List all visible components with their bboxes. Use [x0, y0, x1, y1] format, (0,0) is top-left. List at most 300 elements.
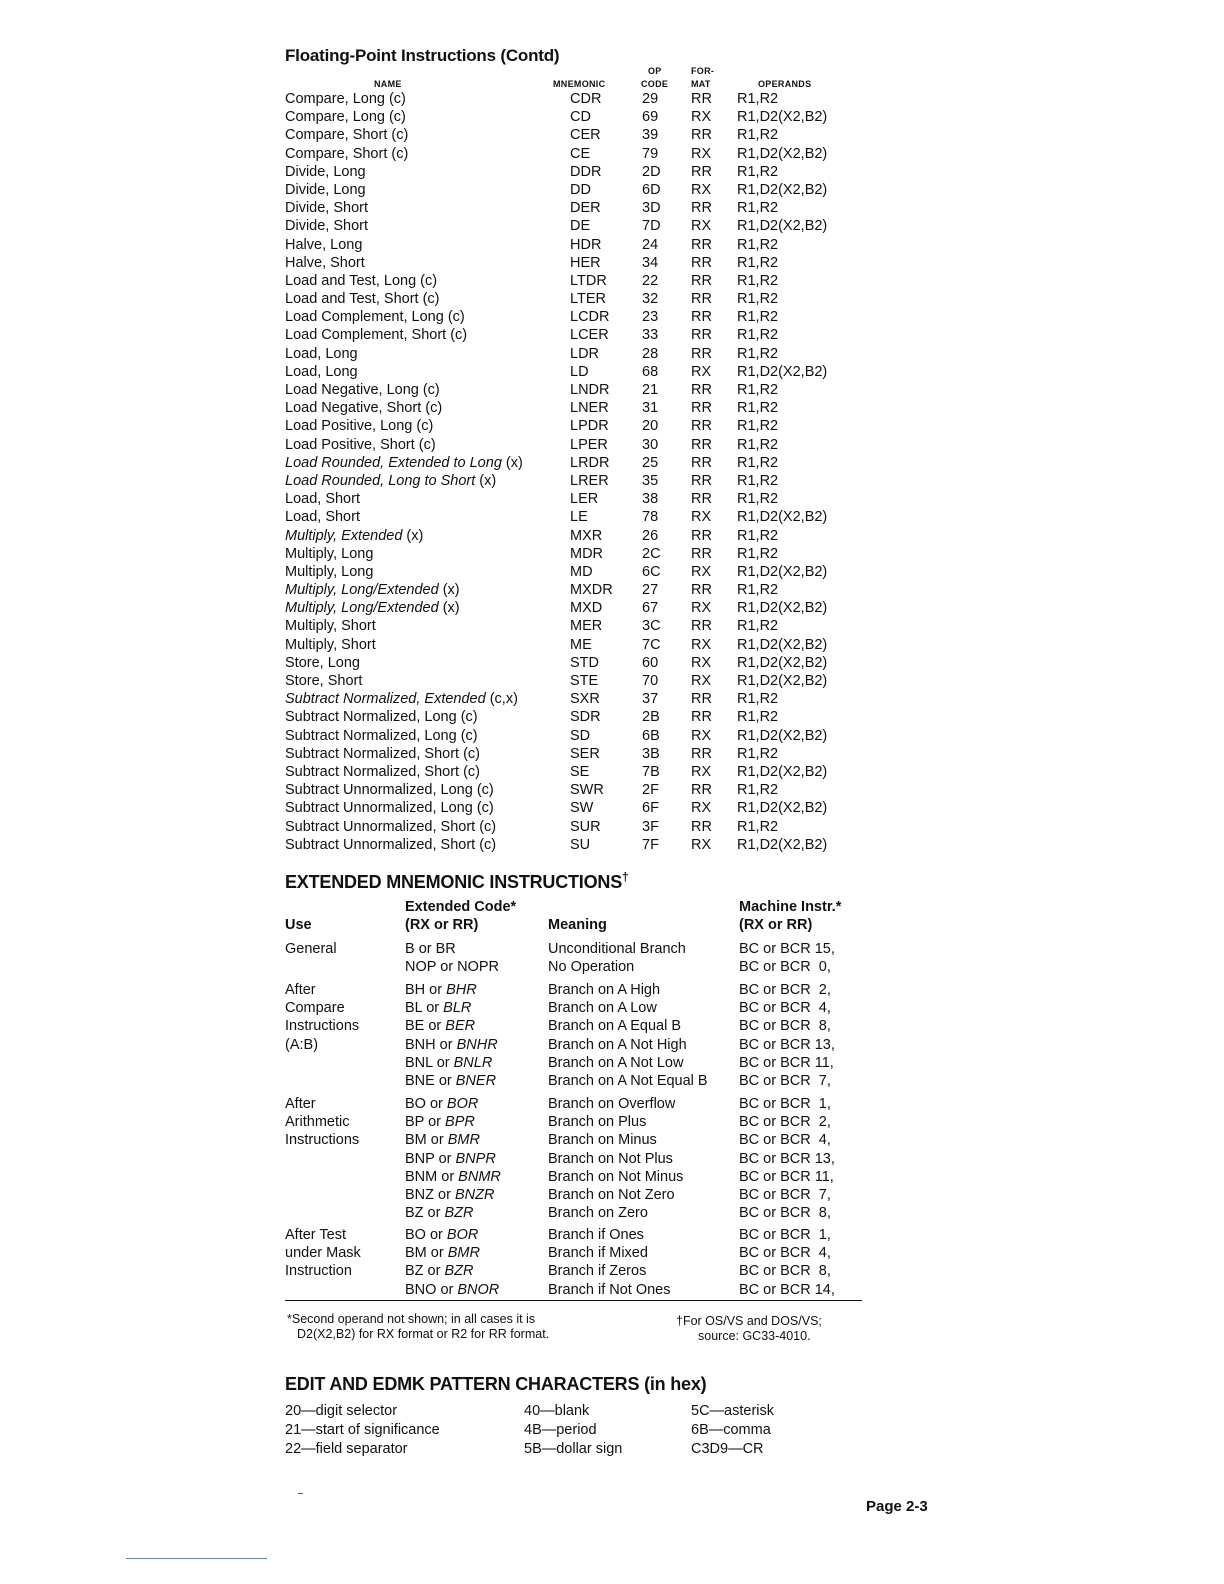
- format: RX: [691, 654, 712, 671]
- ext-mnemonic-row: [0, 1131, 1224, 1149]
- edit-char-col1: 22—field separator: [285, 1441, 408, 1457]
- instruction-flag: (c): [412, 418, 434, 435]
- operands: R1,R2: [737, 236, 779, 253]
- operands: R1,D2(X2,B2): [737, 673, 828, 689]
- extended-code-rx: BE or: [405, 1018, 446, 1035]
- machine-instruction: BC or BCR 13,: [739, 1150, 835, 1167]
- use-label: Instructions: [285, 1018, 360, 1035]
- fp-instruction-row: [0, 290, 1224, 308]
- mnemonic: HER: [570, 254, 601, 271]
- ext-mnemonic-row: [0, 1168, 1224, 1186]
- mnemonic: MD: [570, 563, 593, 580]
- edit-title-suffix: (in hex): [639, 1374, 707, 1394]
- instruction-flag: (c): [421, 400, 443, 417]
- extended-code-rx: BM or: [405, 1245, 448, 1262]
- instruction-name-cell: [285, 199, 368, 217]
- instruction-name: Store, Short: [285, 673, 363, 689]
- op-code: 20: [642, 418, 659, 435]
- extended-code: [405, 940, 456, 958]
- instruction-name: Subtract Normalized, Short: [285, 745, 460, 762]
- op-code: 7F: [642, 836, 659, 853]
- extended-code: [405, 981, 477, 999]
- instruction-name: Divide, Short: [285, 218, 369, 235]
- format: RR: [691, 618, 712, 635]
- instruction-name-cell: [285, 254, 365, 272]
- instruction-name-cell: [285, 472, 496, 490]
- machine-instruction: BC or BCR 4,: [739, 1132, 831, 1149]
- instruction-flag: (x): [438, 600, 460, 617]
- format: RR: [691, 472, 712, 489]
- meaning: Branch on A High: [548, 982, 661, 998]
- operands: R1,D2(X2,B2): [737, 600, 828, 617]
- machine-instruction: BC or BCR 2,: [739, 1114, 831, 1131]
- extended-code-rr: BHR: [446, 982, 477, 998]
- machine-instruction: BC or BCR 4,: [739, 1000, 831, 1017]
- op-code: 7B: [642, 763, 660, 780]
- mnemonic: SDR: [570, 709, 601, 726]
- machine-instruction: BC or BCR 7,: [739, 1186, 831, 1203]
- op-code: 6F: [642, 800, 659, 817]
- op-code: 26: [642, 527, 659, 544]
- operands: R1,D2(X2,B2): [737, 563, 828, 580]
- extended-code: [405, 999, 471, 1017]
- fp-instruction-row: [0, 763, 1224, 781]
- meaning: Branch on A Low: [548, 1000, 657, 1017]
- op-code: 7D: [642, 218, 661, 235]
- edit-char-col3: 5C—asterisk: [691, 1403, 774, 1419]
- extended-code-rr: BOR: [446, 1096, 479, 1112]
- instruction-name: Divide, Short: [285, 200, 369, 217]
- extended-code-rx: BNE or: [405, 1072, 456, 1089]
- instruction-name-cell: [285, 381, 440, 399]
- extended-code-rx: BNL or: [405, 1054, 454, 1071]
- ext-mnemonic-group: [0, 1095, 1224, 1222]
- op-code: 2F: [642, 782, 659, 799]
- footnote-right-1: †For OS/VS and DOS/VS;: [676, 1314, 822, 1328]
- fp-instruction-row: [0, 708, 1224, 726]
- op-code: 38: [642, 491, 659, 508]
- extended-code-rr: BR: [435, 941, 456, 957]
- instruction-name: Store, Long: [285, 654, 360, 671]
- instruction-name: Load Positive, Long: [285, 418, 413, 435]
- extended-code-rx: BM or: [405, 1132, 448, 1149]
- op-code: 3C: [642, 618, 661, 635]
- extended-code-rx: BZ or: [405, 1205, 445, 1222]
- mnemonic: LTER: [570, 291, 606, 308]
- instruction-name: Load Negative, Long: [285, 382, 419, 398]
- extended-code: [405, 1186, 494, 1204]
- instruction-flag: (c): [472, 800, 494, 817]
- operands: R1,R2: [737, 745, 779, 762]
- op-code: 34: [642, 254, 659, 271]
- mnemonic: MXDR: [570, 582, 613, 599]
- mnemonic: CDR: [570, 91, 602, 107]
- instruction-name: Subtract Unnormalized, Long: [285, 800, 473, 817]
- extended-code-rr: BZR: [444, 1263, 474, 1280]
- instruction-name-cell: [285, 763, 480, 781]
- fp-instruction-row: [0, 563, 1224, 581]
- format: RX: [691, 763, 712, 780]
- mnemonic: LRDR: [570, 454, 610, 471]
- mnemonic: SUR: [570, 818, 601, 835]
- mnemonic: LTDR: [570, 272, 607, 289]
- op-code: 32: [642, 291, 659, 308]
- instruction-flag: (c): [418, 382, 440, 398]
- instruction-flag: (c): [418, 291, 440, 308]
- op-code: 2B: [642, 709, 660, 726]
- extended-code-rx: BP or: [405, 1114, 446, 1131]
- operands: R1,R2: [737, 618, 779, 635]
- instruction-name: Halve, Short: [285, 254, 365, 271]
- footnote-divider: [285, 1300, 862, 1301]
- edit-section-title: [285, 1374, 706, 1395]
- instruction-name-cell: [285, 290, 440, 308]
- mnemonic: SE: [570, 763, 590, 780]
- fp-instruction-row: [0, 399, 1224, 417]
- instruction-name: Multiply, Short: [285, 618, 376, 635]
- op-code: 23: [642, 309, 659, 326]
- fp-instruction-row: [0, 799, 1224, 817]
- footnote-left-2: D2(X2,B2) for RX format or R2 for RR format.: [297, 1327, 550, 1341]
- meaning: Branch on Plus: [548, 1114, 647, 1131]
- edit-char-col2: 5B—dollar sign: [524, 1441, 623, 1457]
- edit-title-text: EDIT AND EDMK PATTERN CHARACTERS: [285, 1374, 640, 1394]
- fp-instruction-row: [0, 581, 1224, 599]
- operands: R1,R2: [737, 454, 779, 471]
- ext-mnemonic-row: [0, 999, 1224, 1017]
- ext-mnemonic-row: [0, 1072, 1224, 1090]
- edit-pattern-row: [0, 1440, 1224, 1459]
- instruction-name-cell: [285, 326, 467, 344]
- meaning: Branch if Ones: [548, 1227, 644, 1243]
- format: RR: [691, 272, 712, 289]
- meaning: Branch on A Not Equal B: [548, 1072, 708, 1089]
- instruction-name-cell: [285, 181, 366, 199]
- use-label: Instruction: [285, 1263, 352, 1280]
- instruction-name-cell: [285, 126, 408, 144]
- fp-instruction-row: [0, 126, 1224, 144]
- meaning: Branch on A Not Low: [548, 1054, 684, 1071]
- instruction-name: Subtract Normalized, Long: [285, 709, 457, 726]
- op-code: 37: [642, 691, 659, 708]
- fp-instruction-row: [0, 472, 1224, 490]
- fp-instruction-row: [0, 345, 1224, 363]
- op-code: 6C: [642, 563, 661, 580]
- op-code: 2C: [642, 545, 661, 562]
- instruction-flag: (c): [459, 745, 481, 762]
- instruction-name-cell: [285, 217, 368, 235]
- mnemonic: MDR: [570, 545, 604, 562]
- op-code: 30: [642, 436, 659, 453]
- operands: R1,D2(X2,B2): [737, 181, 828, 198]
- instruction-name: Subtract Normalized, Long: [285, 727, 457, 744]
- instruction-name: Subtract Unnormalized, Long: [285, 782, 473, 799]
- extended-code-rx: NOP or: [405, 959, 458, 976]
- instruction-name: Subtract Normalized, Short: [285, 763, 460, 780]
- instruction-flag: (c): [387, 145, 409, 162]
- ext-header-use: Use: [285, 917, 312, 933]
- fp-instruction-row: [0, 363, 1224, 381]
- fp-instruction-row: [0, 490, 1224, 508]
- ext-mnemonic-group: [0, 1226, 1224, 1299]
- format: RX: [691, 363, 712, 380]
- instruction-name-cell: [285, 272, 437, 290]
- extended-code-rx: BNZ or: [405, 1186, 455, 1203]
- instruction-name-cell: [285, 727, 478, 745]
- mnemonic: CE: [570, 145, 591, 162]
- fp-instruction-row: [0, 199, 1224, 217]
- bottom-rule: [126, 1558, 267, 1559]
- instruction-name-cell: [285, 345, 358, 363]
- edit-pattern-table: [0, 1402, 1224, 1459]
- instruction-name-cell: [285, 490, 360, 508]
- instruction-name-cell: [285, 436, 436, 454]
- mnemonic: LDR: [570, 345, 600, 362]
- meaning: Branch on Not Plus: [548, 1150, 673, 1167]
- instruction-flag: (c): [459, 763, 481, 780]
- extended-code: [405, 958, 499, 976]
- ext-mnemonic-row: [0, 958, 1224, 976]
- instruction-name: Compare, Short: [285, 127, 388, 144]
- format: RR: [691, 127, 712, 144]
- edit-char-col3: C3D9—CR: [691, 1441, 764, 1457]
- fp-instruction-row: [0, 527, 1224, 545]
- meaning: Branch on A Not High: [548, 1036, 687, 1053]
- mnemonic: CD: [570, 109, 591, 126]
- format: RR: [691, 91, 712, 107]
- instruction-name: Multiply, Short: [285, 636, 376, 653]
- operands: R1,R2: [737, 272, 779, 289]
- mnemonic: SU: [570, 836, 591, 853]
- extended-code-rr: BNHR: [456, 1036, 498, 1053]
- op-code: 3F: [642, 818, 659, 835]
- mnemonic: LPER: [570, 436, 608, 453]
- ext-header-mach-2: (RX or RR): [739, 917, 813, 933]
- machine-instruction: BC or BCR 15,: [739, 941, 835, 957]
- instruction-name: Load, Short: [285, 509, 360, 526]
- fp-instruction-row: [0, 308, 1224, 326]
- instruction-flag: (c,x): [485, 691, 518, 708]
- extended-code-rr: NOPR: [457, 959, 500, 976]
- operands: R1,D2(X2,B2): [737, 800, 828, 817]
- instruction-name: Load and Test, Long: [285, 272, 417, 289]
- instruction-name-cell: [285, 399, 442, 417]
- extended-code-rx: BZ or: [405, 1263, 445, 1280]
- op-code: 78: [642, 509, 659, 526]
- format: RX: [691, 109, 712, 126]
- use-label: (A:B): [285, 1036, 319, 1053]
- instruction-name-cell: [285, 363, 358, 381]
- mnemonic: MXR: [570, 527, 603, 544]
- instruction-name-cell: [285, 581, 460, 599]
- mnemonic: LRER: [570, 472, 609, 489]
- operands: R1,D2(X2,B2): [737, 763, 828, 780]
- use-label: General: [285, 941, 337, 957]
- mnemonic: SWR: [570, 782, 604, 799]
- dagger-mark: †: [622, 870, 629, 884]
- fp-instruction-table: [0, 90, 1224, 854]
- extended-code: [405, 1168, 501, 1186]
- format: RX: [691, 600, 712, 617]
- fp-instruction-row: [0, 254, 1224, 272]
- fp-section-title: Floating-Point Instructions (Contd): [285, 46, 560, 65]
- operands: R1,D2(X2,B2): [737, 636, 828, 653]
- op-code: 70: [642, 673, 659, 689]
- extended-code-rx: BNP or: [405, 1150, 456, 1167]
- op-code: 21: [642, 382, 659, 398]
- format: RX: [691, 836, 712, 853]
- mnemonic: DE: [570, 218, 591, 235]
- operands: R1,R2: [737, 345, 779, 362]
- extended-code-rr: BNMR: [458, 1168, 501, 1185]
- edit-char-col2: 4B—period: [524, 1422, 597, 1438]
- mnemonic: SER: [570, 745, 600, 762]
- format: RX: [691, 563, 712, 580]
- extended-code-rx: B or: [405, 941, 436, 957]
- op-code: 27: [642, 582, 659, 599]
- extended-code-rr: BOR: [446, 1227, 479, 1243]
- instruction-name: Multiply, Long: [285, 563, 374, 580]
- instruction-name: Divide, Long: [285, 181, 366, 198]
- footnote-right-2: source: GC33-4010.: [698, 1329, 811, 1343]
- format: RR: [691, 163, 712, 180]
- machine-instruction: BC or BCR 13,: [739, 1036, 835, 1053]
- extended-code: [405, 1262, 473, 1280]
- fp-header-fmt-2: MAT: [691, 79, 711, 89]
- mnemonic: SW: [570, 800, 594, 817]
- ext-header-code-2: (RX or RR): [405, 917, 479, 933]
- op-code: 25: [642, 454, 659, 471]
- instruction-name: Load Complement, Long: [285, 309, 444, 326]
- mnemonic: DD: [570, 181, 591, 198]
- fp-instruction-row: [0, 745, 1224, 763]
- machine-instruction: BC or BCR 2,: [739, 982, 831, 998]
- instruction-name-cell: [285, 236, 362, 254]
- ext-mnemonic-row: [0, 1017, 1224, 1035]
- fp-instruction-row: [0, 508, 1224, 526]
- extended-code-rx: BL or: [405, 1000, 444, 1017]
- ext-mnemonic-row: [0, 1054, 1224, 1072]
- instruction-name: Halve, Long: [285, 236, 363, 253]
- use-label: Compare: [285, 1000, 345, 1017]
- ext-mnemonic-row: [0, 1262, 1224, 1280]
- instruction-name: Compare, Long: [285, 109, 385, 126]
- instruction-name-cell: [285, 836, 496, 854]
- instruction-flag: (c): [387, 127, 409, 144]
- operands: R1,R2: [737, 327, 779, 344]
- op-code: 22: [642, 272, 659, 289]
- instruction-flag: (c): [384, 91, 406, 107]
- op-code: 67: [642, 600, 659, 617]
- instruction-flag: (c): [443, 309, 465, 326]
- extended-code-rx: BNO or: [405, 1281, 458, 1298]
- instruction-flag: (c): [416, 272, 438, 289]
- ext-mnemonic-row: [0, 1095, 1224, 1113]
- stray-mark: [298, 1493, 303, 1494]
- instruction-name: Compare, Long: [285, 91, 385, 107]
- op-code: 39: [642, 127, 659, 144]
- extended-code-rr: BNOR: [457, 1281, 500, 1298]
- op-code: 60: [642, 654, 659, 671]
- format: RR: [691, 782, 712, 799]
- op-code: 6D: [642, 181, 661, 198]
- instruction-name-cell: [285, 636, 376, 654]
- extended-code-rr: BLR: [443, 1000, 472, 1017]
- operands: R1,D2(X2,B2): [737, 727, 828, 744]
- instruction-flag: (c): [446, 327, 468, 344]
- instruction-name-cell: [285, 90, 406, 108]
- instruction-flag: (c): [384, 109, 406, 126]
- meaning: No Operation: [548, 959, 635, 976]
- ext-mnemonic-row: [0, 1226, 1224, 1244]
- fp-instruction-row: [0, 727, 1224, 745]
- edit-char-col1: 21—start of significance: [285, 1422, 440, 1438]
- op-code: 2D: [642, 163, 661, 180]
- fp-instruction-row: [0, 326, 1224, 344]
- operands: R1,R2: [737, 291, 779, 308]
- extended-code-rx: BO or: [405, 1227, 447, 1243]
- fp-instruction-row: [0, 272, 1224, 290]
- meaning: Branch if Mixed: [548, 1245, 648, 1262]
- op-code: 6B: [642, 727, 660, 744]
- instruction-name-cell: [285, 508, 360, 526]
- format: RR: [691, 691, 712, 708]
- ext-mnemonic-group: [0, 981, 1224, 1090]
- instruction-name: Load Rounded, Long to Short: [285, 472, 476, 489]
- machine-instruction: BC or BCR 11,: [739, 1054, 834, 1071]
- ext-mnemonic-row: [0, 981, 1224, 999]
- format: RR: [691, 545, 712, 562]
- extended-code: [405, 1113, 475, 1131]
- instruction-name: Load Rounded, Extended to Long: [285, 454, 502, 471]
- ext-mnemonic-row: [0, 1186, 1224, 1204]
- ext-mnemonic-row: [0, 1036, 1224, 1054]
- extended-code-rr: BNER: [455, 1072, 497, 1089]
- ext-title-text: EXTENDED MNEMONIC INSTRUCTIONS: [285, 872, 623, 892]
- instruction-flag: (c): [456, 727, 478, 744]
- extended-code-rr: BMR: [447, 1132, 480, 1149]
- format: RX: [691, 673, 712, 689]
- mnemonic: LNDR: [570, 382, 610, 398]
- meaning: Branch on Not Zero: [548, 1186, 675, 1203]
- mnemonic: DDR: [570, 163, 602, 180]
- mnemonic: LPDR: [570, 418, 609, 435]
- extended-code: [405, 1226, 478, 1244]
- machine-instruction: BC or BCR 8,: [739, 1263, 831, 1280]
- ext-mnemonic-row: [0, 1113, 1224, 1131]
- format: RR: [691, 582, 712, 599]
- footnote-left-1: *Second operand not shown; in all cases it is: [287, 1312, 536, 1326]
- operands: R1,R2: [737, 200, 779, 217]
- format: RR: [691, 291, 712, 308]
- instruction-name-cell: [285, 163, 366, 181]
- extended-code: [405, 1072, 496, 1090]
- format: RR: [691, 345, 712, 362]
- operands: R1,R2: [737, 691, 779, 708]
- operands: R1,R2: [737, 309, 779, 326]
- fp-header-op-2: CODE: [641, 79, 669, 89]
- extended-code: [405, 1150, 496, 1168]
- instruction-name: Multiply, Long: [285, 545, 374, 562]
- instruction-name-cell: [285, 818, 496, 836]
- operands: R1,R2: [737, 436, 779, 453]
- extended-code: [405, 1054, 492, 1072]
- operands: R1,R2: [737, 545, 779, 562]
- edit-pattern-row: [0, 1402, 1224, 1421]
- format: RR: [691, 527, 712, 544]
- operands: R1,D2(X2,B2): [737, 145, 828, 162]
- instruction-flag: (c): [456, 709, 478, 726]
